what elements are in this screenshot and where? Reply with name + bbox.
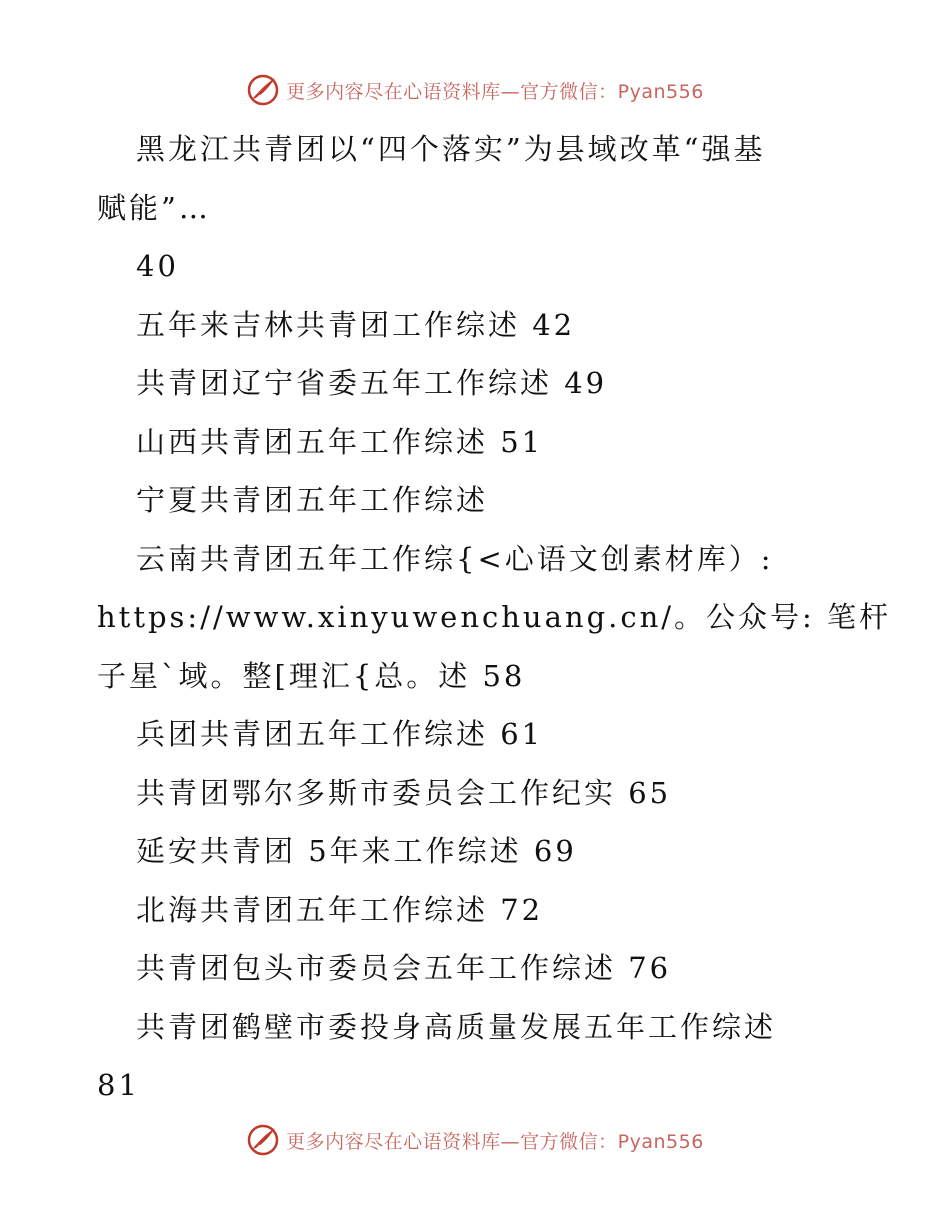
document-line: 共青团鹤壁市委投身高质量发展五年工作综述 [136,1009,777,1044]
document-line: 延安共青团 5年来工作综述 69 [136,834,577,868]
watermark-wechat-text: 官方微信：Pyan556 [520,1130,704,1153]
document-body [97,120,892,1115]
document-line: 共青团鄂尔多斯市委员会工作纪实 65 [136,775,672,810]
document-line: 共青团辽宁省委五年工作综述 49 [136,366,608,400]
document-line: 兵团共青团五年工作综述 61 [136,717,544,751]
watermark-text [286,1127,704,1154]
document-line: 共青团包头市委员会五年工作综述 76 [136,951,672,985]
watermark-dash: — [500,1130,521,1153]
document-line: 黑龙江共青团以“四个落实”为县域改革“强基 [136,132,766,166]
header-watermark [0,70,950,110]
feather-pen-seal-icon [246,73,280,107]
document-line: 五年来吉林共青团工作综述 42 [136,307,576,342]
document-line: 赋能”… [97,190,211,225]
document-line: https://www.xinyuwenchuang.cn/。公众号: 笔杆 [97,600,892,634]
watermark-text [286,77,704,104]
document-line: 81 [97,1068,140,1102]
watermark-main-text: 更多内容尽在心语资料库 [286,1130,501,1153]
document-line: 北海共青团五年工作综述 72 [136,892,544,927]
document-line: 云南共青团五年工作综{<心语文创素材库）: [136,541,774,576]
document-line: 子星`域。整[理汇{总。述 58 [97,658,526,693]
document-line: 山西共青团五年工作综述 51 [136,424,544,459]
watermark-wechat-text: 官方微信：Pyan556 [520,80,704,103]
document-line: 40 [136,249,179,283]
footer-watermark [0,1120,950,1160]
feather-pen-seal-icon [246,1123,280,1157]
document-line: 宁夏共青团五年工作综述 [136,483,489,517]
watermark-dash: — [500,80,521,103]
watermark-main-text: 更多内容尽在心语资料库 [286,80,501,103]
